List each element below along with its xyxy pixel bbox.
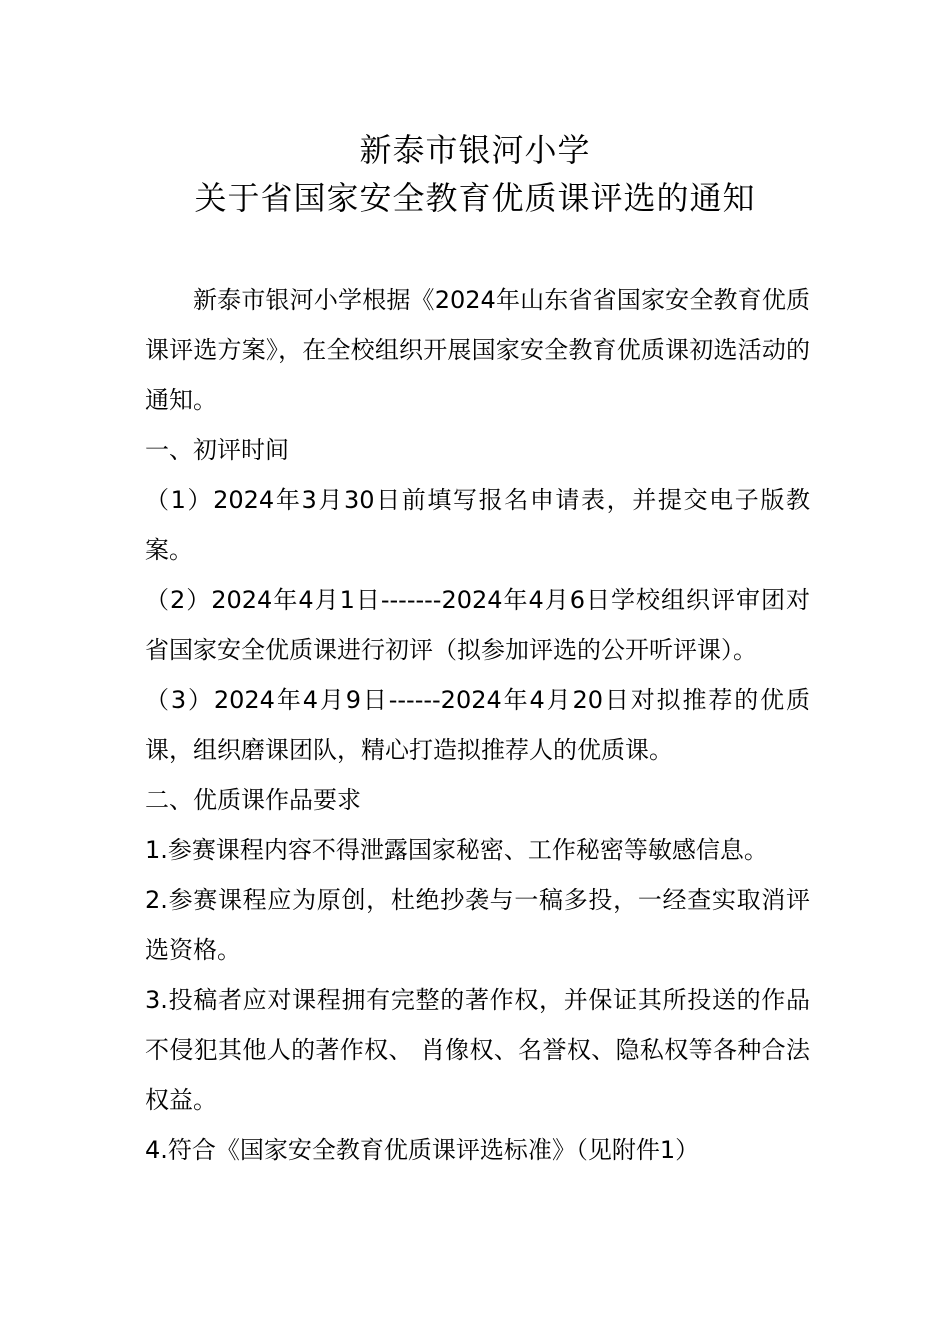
evaluation-time-item: （1）2024年3月30日前填写报名申请表，并提交电子版教案。: [145, 486, 810, 564]
requirement-item: 3.投稿者应对课程拥有完整的著作权，并保证其所投送的作品不侵犯其他人的著作权、 肖像权、名誉权、隐私权等各种合法权益。: [145, 986, 810, 1114]
document-title: [0, 126, 950, 222]
intro-paragraph: 新泰市银河小学根据《2024年山东省省国家安全教育优质课评选方案》，在全校组织开展国家安全教育优质课初选活动的通知。: [145, 286, 810, 414]
section-heading-work-requirements: 二、优质课作品要求: [145, 786, 361, 814]
requirement-item: 1.参赛课程内容不得泄露国家秘密、工作秘密等敏感信息。: [145, 836, 768, 864]
title-notice-subject: 关于省国家安全教育优质课评选的通知: [194, 179, 756, 217]
evaluation-time-item: （3）2024年4月9日------2024年4月20日对拟推荐的优质课，组织磨课团队，精心打造拟推荐人的优质课。: [145, 686, 810, 764]
evaluation-time-item: （2）2024年4月1日-------2024年4月6日学校组织评审团对省国家安全优质课进行初评（拟参加评选的公开听评课）。: [145, 586, 810, 664]
requirement-item: 4.符合《国家安全教育优质课评选标准》（见附件1）: [145, 1136, 700, 1164]
section-heading-evaluation-time: 一、初评时间: [145, 436, 289, 464]
requirement-item: 2.参赛课程应为原创，杜绝抄袭与一稿多投，一经查实取消评选资格。: [145, 886, 810, 964]
title-school-name: 新泰市银河小学: [359, 131, 591, 169]
document-body: [145, 275, 810, 1175]
